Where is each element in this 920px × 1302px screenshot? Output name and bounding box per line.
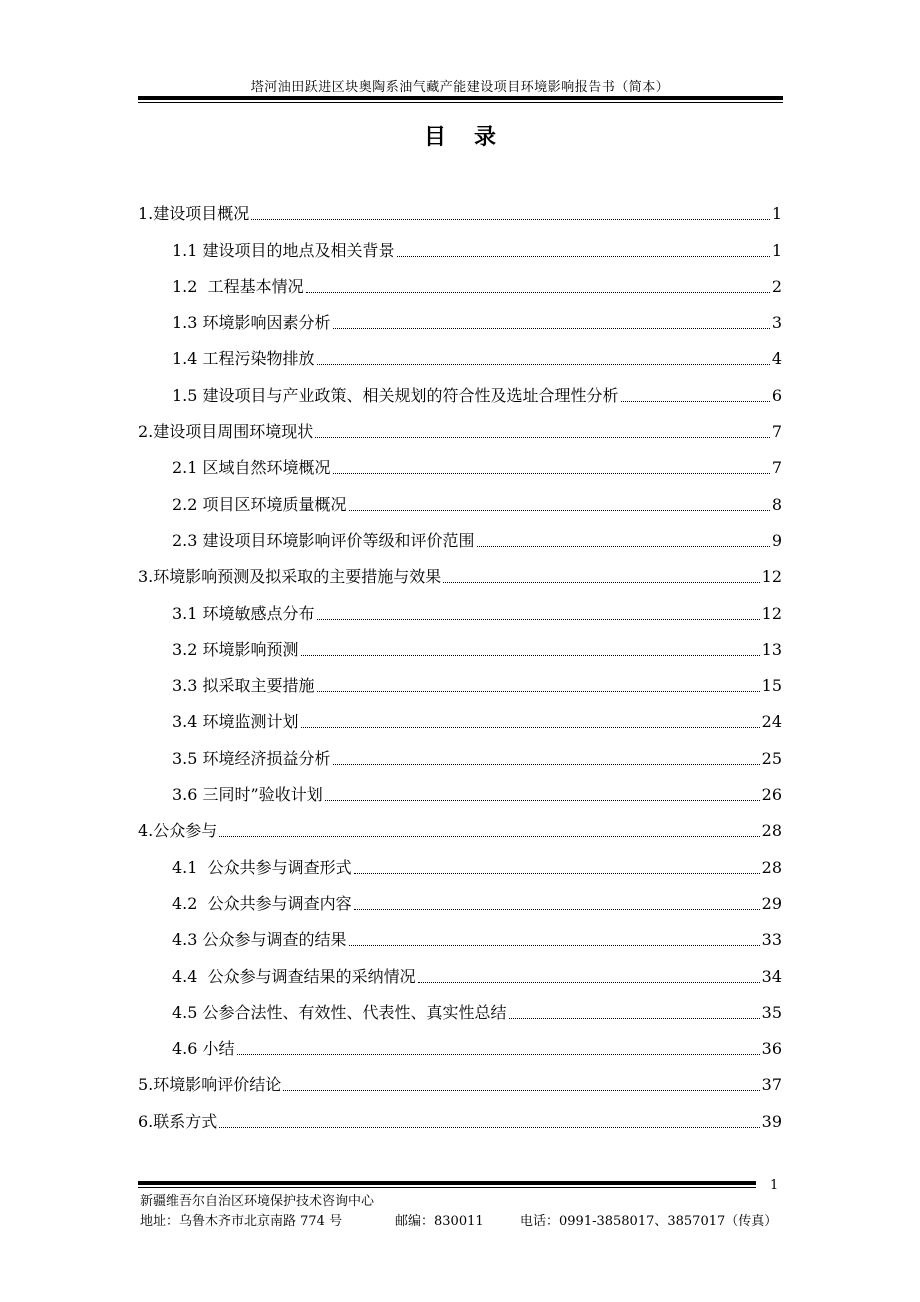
toc-entry-label: 3.3 拟采取主要措施 — [172, 676, 315, 696]
toc-entry[interactable] — [138, 1059, 782, 1095]
toc-entry-page: 29 — [761, 893, 782, 913]
toc-entry-page: 36 — [761, 1039, 782, 1059]
toc-entry-page: 28 — [761, 857, 782, 877]
toc-entry-label: 2.2 项目区环境质量概况 — [172, 494, 347, 514]
dot-leader — [509, 1018, 760, 1019]
toc-entry-page: 1 — [771, 204, 782, 224]
toc-entry-page: 12 — [761, 567, 782, 587]
toc-title: 目录 — [423, 124, 524, 150]
toc-entry[interactable] — [138, 987, 782, 1023]
toc-entry-page: 26 — [761, 785, 782, 805]
toc-entry-page: 15 — [761, 676, 782, 696]
toc-entry-label: 3.4 环境监测计划 — [172, 712, 299, 732]
toc-entry-label: 5.环境影响评价结论 — [138, 1075, 282, 1095]
toc-entry-label: 3.1 环境敏感点分布 — [172, 603, 315, 623]
header-rule-thin — [138, 102, 783, 103]
toc-entry[interactable] — [138, 406, 782, 442]
toc-entry-page: 7 — [771, 458, 782, 478]
toc-entry-label: 3.2 环境影响预测 — [172, 639, 299, 659]
toc-entry-page: 28 — [761, 821, 782, 841]
toc-entry[interactable] — [138, 624, 782, 660]
toc-entry-label: 1.1 建设项目的地点及相关背景 — [172, 240, 395, 260]
toc-entry-page: 37 — [761, 1075, 782, 1095]
toc-entry[interactable] — [138, 587, 782, 623]
dot-leader — [301, 727, 760, 728]
toc-entry-label: 6.联系方式 — [138, 1111, 218, 1131]
toc-entry-page: 13 — [761, 639, 782, 659]
dot-leader — [354, 873, 760, 874]
toc-entry[interactable] — [138, 188, 782, 224]
toc-entry-label: 4.1 公众共参与调查形式 — [172, 857, 352, 877]
dot-leader — [477, 546, 770, 547]
dot-leader — [219, 1127, 759, 1128]
dot-leader — [219, 836, 759, 837]
toc-entry[interactable] — [138, 515, 782, 551]
dot-leader — [443, 582, 759, 583]
dot-leader — [317, 364, 770, 365]
toc-entry[interactable] — [138, 369, 782, 405]
dot-leader — [354, 909, 760, 910]
toc-entry-page: 2 — [771, 276, 782, 296]
toc-entry-page: 7 — [771, 422, 782, 442]
toc-entry[interactable] — [138, 841, 782, 877]
toc-entry-page: 6 — [771, 385, 782, 405]
toc-entry[interactable] — [138, 660, 782, 696]
dot-leader — [349, 945, 760, 946]
toc-entry[interactable] — [138, 878, 782, 914]
toc-entry-label: 4.4 公众参与调查结果的采纳情况 — [172, 966, 416, 986]
toc-entry-label: 1.4 工程污染物排放 — [172, 349, 315, 369]
toc-entry[interactable] — [138, 696, 782, 732]
header-rule — [138, 96, 783, 100]
phone: 电话：0991-3858017、3857017（传真） — [520, 1214, 778, 1229]
toc-entry-label: 1.3 环境影响因素分析 — [172, 313, 331, 333]
toc-entry[interactable] — [138, 950, 782, 986]
toc-entry[interactable] — [138, 297, 782, 333]
toc-entry-label: 3.5 环境经济损益分析 — [172, 748, 331, 768]
dot-leader — [349, 510, 770, 511]
footer-rule — [138, 1181, 756, 1185]
page-number: 1 — [770, 1178, 779, 1193]
dot-leader — [315, 437, 770, 438]
toc-entry-page: 8 — [771, 494, 782, 514]
toc-entry-label: 2.建设项目周围环境现状 — [138, 422, 314, 442]
toc-entry[interactable] — [138, 261, 782, 297]
toc-entry-page: 1 — [771, 240, 782, 260]
dot-leader — [237, 1054, 760, 1055]
dot-leader — [306, 292, 770, 293]
toc-entry-page: 33 — [761, 930, 782, 950]
toc-entry[interactable] — [138, 1095, 782, 1131]
toc-entry[interactable] — [138, 224, 782, 260]
dot-leader — [317, 691, 760, 692]
toc-entry-label: 4.2 公众共参与调查内容 — [172, 893, 352, 913]
toc-entry-label: 4.公众参与 — [138, 821, 218, 841]
toc-entry[interactable] — [138, 333, 782, 369]
dot-leader — [301, 655, 760, 656]
toc-entry-page: 34 — [761, 966, 782, 986]
toc-entry-page: 25 — [761, 748, 782, 768]
toc-entry[interactable] — [138, 732, 782, 768]
toc-entry[interactable] — [138, 769, 782, 805]
toc-entry-label: 4.5 公参合法性、有效性、代表性、真实性总结 — [172, 1002, 507, 1022]
document-title: 塔河油田跃进区块奥陶系油气藏产能建设项目环境影响报告书（简本） — [250, 80, 670, 95]
dot-leader — [418, 982, 760, 983]
toc-entry-label: 3.6 三同时”验收计划 — [172, 785, 323, 805]
toc-entry[interactable] — [138, 914, 782, 950]
dot-leader — [621, 401, 770, 402]
toc-entry-label: 4.6 小结 — [172, 1039, 235, 1059]
toc-entry[interactable] — [138, 442, 782, 478]
dot-leader — [397, 256, 770, 257]
dot-leader — [317, 619, 760, 620]
toc-entry-label: 1.2 工程基本情况 — [172, 276, 304, 296]
dot-leader — [251, 219, 770, 220]
toc-entry-page: 4 — [771, 349, 782, 369]
dot-leader — [325, 800, 760, 801]
toc-entry-page: 24 — [761, 712, 782, 732]
dot-leader — [333, 764, 760, 765]
toc-entry[interactable] — [138, 551, 782, 587]
toc-entry-label: 1.5 建设项目与产业政策、相关规划的符合性及选址合理性分析 — [172, 385, 619, 405]
footer-rule-thin — [138, 1187, 756, 1188]
toc-entry[interactable] — [138, 478, 782, 514]
toc-entry-page: 39 — [761, 1111, 782, 1131]
toc-entry-label: 2.3 建设项目环境影响评价等级和评价范围 — [172, 530, 475, 550]
dot-leader — [333, 328, 770, 329]
toc-entry[interactable] — [138, 1023, 782, 1059]
organization-name: 新疆维吾尔自治区环境保护技术咨询中心 — [140, 1194, 375, 1209]
toc-entry-page: 3 — [771, 313, 782, 333]
dot-leader — [283, 1090, 759, 1091]
toc-entry-page: 9 — [771, 530, 782, 550]
table-of-contents — [138, 188, 782, 1132]
toc-entry-label: 2.1 区域自然环境概况 — [172, 458, 331, 478]
toc-entry-label: 1.建设项目概况 — [138, 204, 250, 224]
toc-entry-page: 35 — [761, 1002, 782, 1022]
dot-leader — [333, 473, 770, 474]
toc-entry-page: 12 — [761, 603, 782, 623]
toc-entry-label: 4.3 公众参与调查的结果 — [172, 930, 347, 950]
address: 地址：乌鲁木齐市北京南路 774 号 — [140, 1214, 343, 1229]
postcode: 邮编：830011 — [395, 1214, 484, 1229]
toc-entry-label: 3.环境影响预测及拟采取的主要措施与效果 — [138, 567, 442, 587]
toc-entry[interactable] — [138, 805, 782, 841]
